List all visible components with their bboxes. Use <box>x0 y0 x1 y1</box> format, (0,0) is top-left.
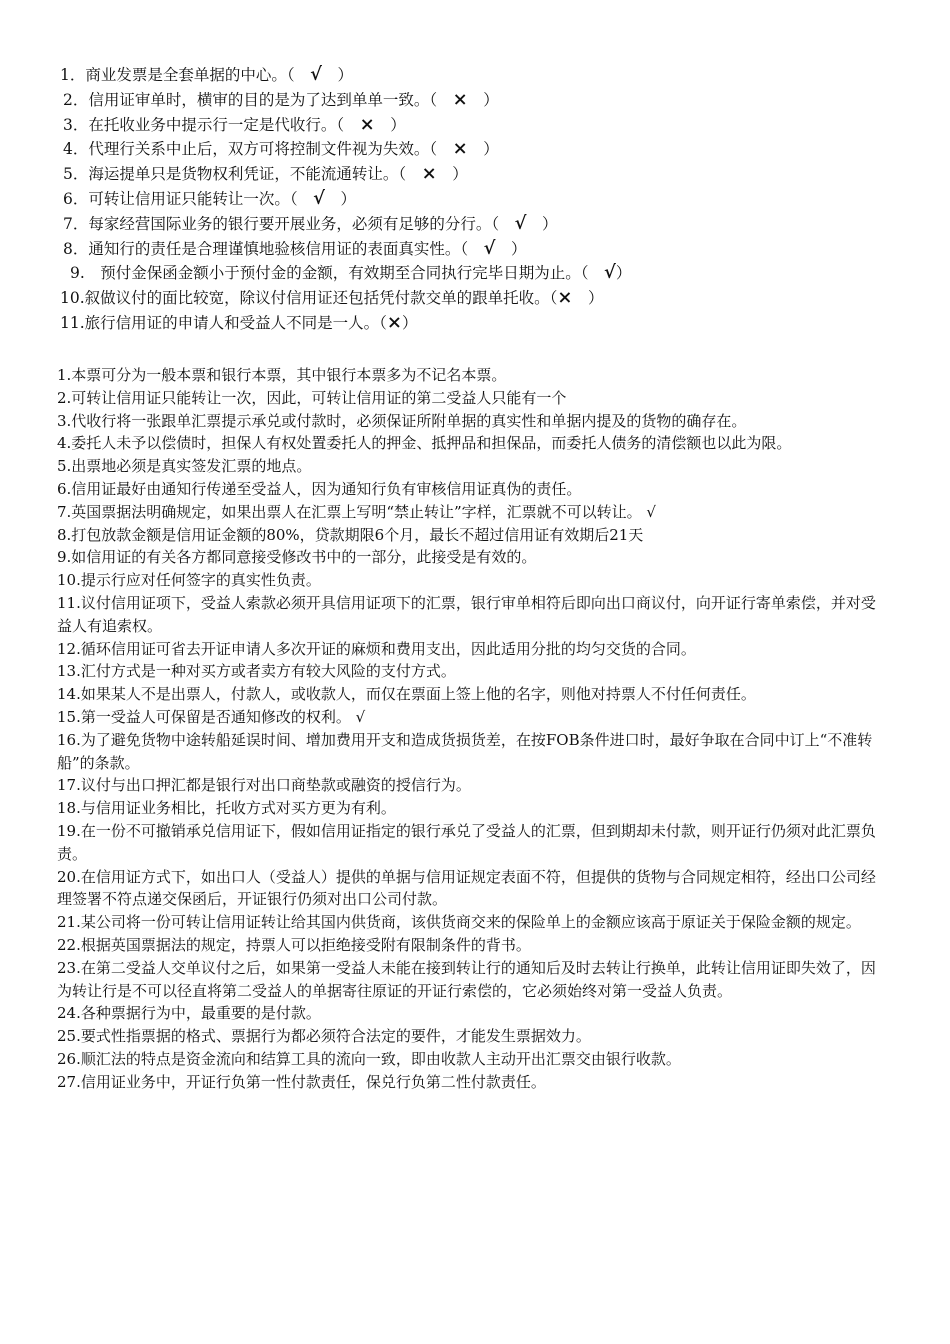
answer-question-text: 3．在托收业务中提示行一定是代收行。（ <box>63 115 360 134</box>
answer-close-paren: ） <box>467 90 499 109</box>
answer-close-paren: ） <box>495 239 527 258</box>
answer-question-text: 4．代理行关系中止后，双方可将控制文件视为失效。（ <box>63 140 453 159</box>
answer-close-paren: ） <box>321 66 353 84</box>
statement-item: 27.信用证业务中，开证行负第一性付款责任，保兑行负第二性付款责任。 <box>57 1072 546 1091</box>
statement-item: 7.英国票据法明确规定，如果出票人在汇票上写明“禁止转让”字样，汇票就不可以转让。 √ <box>57 502 656 521</box>
answer-close-paren: ） <box>436 165 468 184</box>
statement-item: 10.提示行应对任何签字的真实性负责。 <box>57 571 321 590</box>
answer-item <box>60 311 900 336</box>
statement-item: 25.要式性指票据的格式、票据行为都必须符合法定的要件，才能发生票据效力。 <box>57 1027 591 1046</box>
check-mark-icon: √ <box>310 64 322 85</box>
statement-item: 12.循环信用证可省去开证申请人多次开证的麻烦和费用支出，因此适用分批的均匀交货的合同。 <box>57 639 696 658</box>
answer-question-text: 1．商业发票是全套单据的中心。（ <box>60 66 311 84</box>
statement-item: 9.如信用证的有关各方都同意接受修改书中的一部分，此接受是有效的。 <box>57 548 537 567</box>
answer-close-paren: ） <box>374 115 406 134</box>
cross-mark-icon: × <box>557 287 573 309</box>
answer-item <box>60 261 900 286</box>
answer-question-text: 11.旅行信用证的申请人和受益人不同是一人。（ <box>60 313 387 332</box>
cross-mark-icon: × <box>452 88 468 110</box>
answer-item <box>60 63 900 88</box>
statements-section <box>57 364 887 1094</box>
answer-question-text: 5．海运提单只是货物权利凭证，不能流通转让。（ <box>63 165 422 184</box>
answer-item <box>60 137 900 162</box>
true-false-answers-section <box>60 63 900 336</box>
answer-close-paren: ） <box>467 140 499 159</box>
answer-question-text: 2．信用证审单时，横审的目的是为了达到单单一致。（ <box>63 90 453 109</box>
cross-mark-icon: × <box>386 311 402 333</box>
statement-item: 14.如果某人不是出票人，付款人，或收款人，而仅在票面上签上他的名字，则他对持票人不付任何责任。 <box>57 685 756 704</box>
statement-item: 5.出票地必须是真实签发汇票的地点。 <box>57 457 312 476</box>
statement-item: 11.议付信用证项下，受益人索款必须开具信用证项下的汇票，银行审单相符后即向出口商议付，向开证行寄单索偿，并对受益人有追索权。 <box>57 593 876 635</box>
check-mark-icon: √ <box>313 187 325 209</box>
statement-item: 4.委托人未予以偿债时，担保人有权处置委托人的押金、抵押品和担保品，而委托人债务的清偿额也以此为限。 <box>57 434 792 453</box>
statement-item: 26.顺汇法的特点是资金流向和结算工具的流向一致，即由收款人主动开出汇票交由银行收款。 <box>57 1049 681 1068</box>
check-mark-icon: √ <box>483 237 496 259</box>
answer-item <box>60 88 900 113</box>
answer-item <box>60 187 900 212</box>
statement-item: 20.在信用证方式下，如出口人（受益人）提供的单据与信用证规定表面不符，但提供的货物与合同规定相符，经出口公司经理签署不符点递交保函后，开证银行仍须对出口公司付款。 <box>57 867 876 909</box>
answer-close-paren: ） <box>572 289 604 308</box>
answer-item <box>60 212 900 237</box>
statement-item: 22.根据英国票据法的规定，持票人可以拒绝接受附有限制条件的背书。 <box>57 935 531 954</box>
statement-item: 15.第一受益人可保留是否通知修改的权利。 √ <box>57 707 366 726</box>
answer-close-paren: ） <box>615 264 632 283</box>
answer-question-text: 8．通知行的责任是合理谨慎地验核信用证的表面真实性。（ <box>63 239 484 258</box>
statement-item: 17.议付与出口押汇都是银行对出口商垫款或融资的授信行为。 <box>57 776 471 795</box>
answer-close-paren: ） <box>324 189 356 208</box>
statement-item: 8.打包放款金额是信用证金额的80%，贷款期限6个月，最长不超过信用证有效期后21天 <box>57 525 644 544</box>
answer-item <box>60 162 900 187</box>
check-mark-icon: √ <box>514 212 527 234</box>
answer-item <box>60 286 900 311</box>
answer-close-paren: ） <box>526 214 558 233</box>
answer-question-text: 6．可转让信用证只能转让一次。（ <box>63 189 314 208</box>
answer-question-text: 10.叙做议付的面比较宽，除议付信用证还包括凭付款交单的跟单托收。（ <box>60 289 558 308</box>
cross-mark-icon: × <box>359 113 375 135</box>
statement-item: 6.信用证最好由通知行传递至受益人，因为通知行负有审核信用证真伪的责任。 <box>57 479 582 498</box>
statement-item: 1.本票可分为一般本票和银行本票，其中银行本票多为不记名本票。 <box>57 366 507 384</box>
answer-close-paren: ） <box>402 313 418 332</box>
statement-item: 23.在第二受益人交单议付之后，如果第一受益人未能在接到转让行的通知后及时去转让行换单，此转让信用证即失效了，因为转让行是不可以径直将第二受益人的单据寄往原证的开证行索偿的，它必须始终对第一受益人负责。 <box>57 958 876 1000</box>
statement-item: 19.在一份不可撤销承兑信用证下，假如信用证指定的银行承兑了受益人的汇票，但到期却未付款，则开证行仍须对此汇票负责。 <box>57 821 876 863</box>
answer-question-text: 7．每家经营国际业务的银行要开展业务，必须有足够的分行。（ <box>63 214 515 233</box>
answer-question-text: 9. 预付金保函金额小于预付金的金额，有效期至合同执行完毕日期为止。（ <box>70 264 605 283</box>
statement-item: 21.某公司将一份可转让信用证转让给其国内供货商，该供货商交来的保险单上的金额应该高于原证关于保险金额的规定。 <box>57 913 861 932</box>
statement-item: 13.汇付方式是一种对买方或者卖方有较大风险的支付方式。 <box>57 662 456 681</box>
statement-item: 24.各种票据行为中，最重要的是付款。 <box>57 1004 321 1023</box>
cross-mark-icon: × <box>421 163 437 185</box>
statement-item: 3.代收行将一张跟单汇票提示承兑或付款时，必须保证所附单据的真实性和单据内提及的货物的确存在。 <box>57 411 747 430</box>
statement-item: 16.为了避免货物中途转船延误时间、增加费用开支和造成货损货差，在按FOB条件进口时，最好争取在合同中订上“不准转船”的条款。 <box>57 730 873 772</box>
statement-item: 18.与信用证业务相比，托收方式对买方更为有利。 <box>57 799 396 818</box>
check-mark-icon: √ <box>604 262 616 284</box>
cross-mark-icon: × <box>452 138 468 160</box>
answer-item <box>60 113 900 138</box>
statement-item: 2.可转让信用证只能转让一次，因此，可转让信用证的第二受益人只能有一个 <box>57 388 567 407</box>
answer-item <box>60 237 900 262</box>
